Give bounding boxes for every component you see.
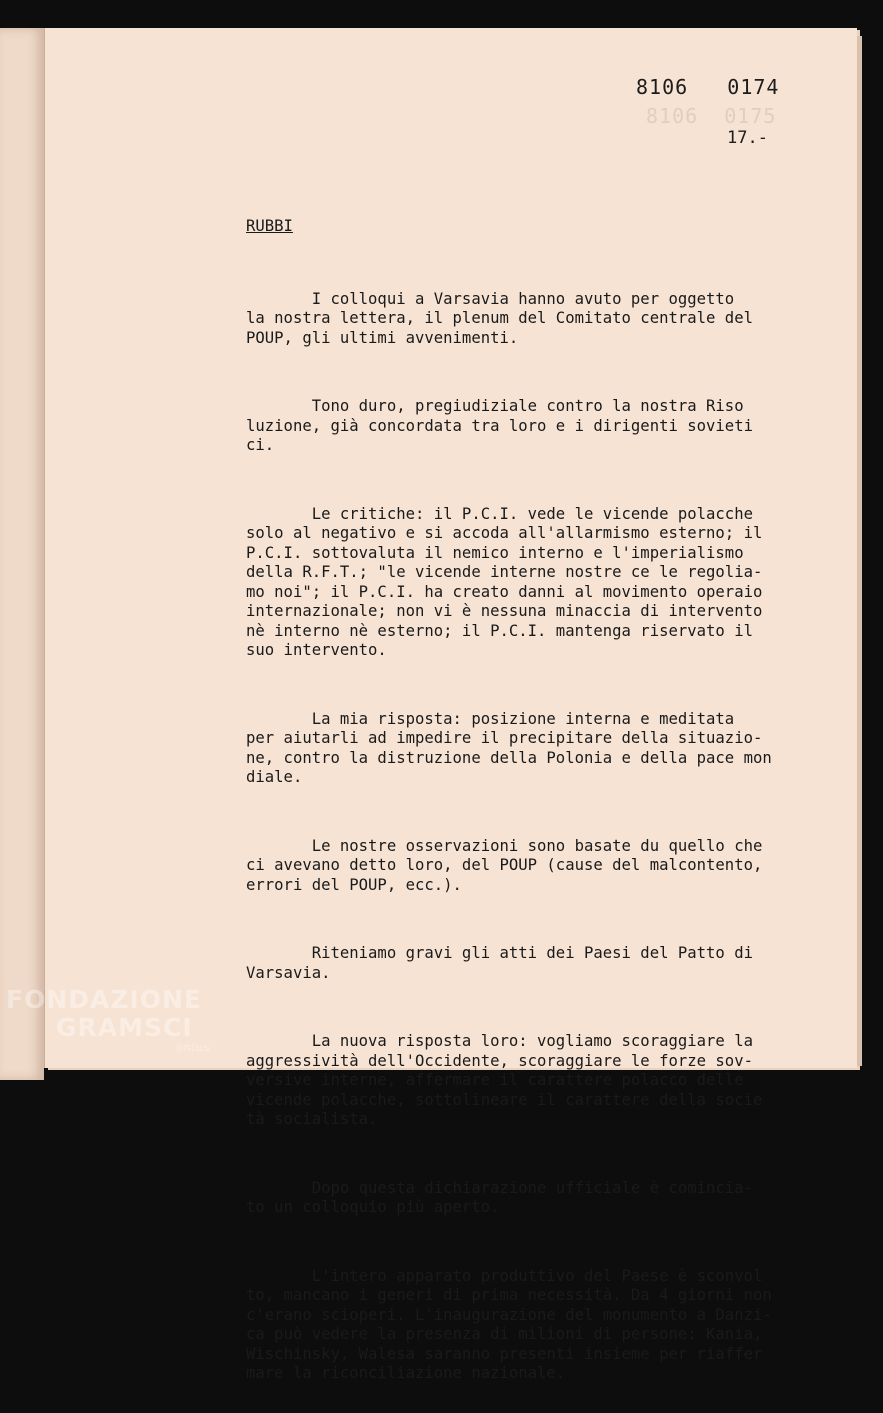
paragraph: Le nostre osservazioni sono basate du quello che ci avevano detto loro, del POUP (cause del malcontento, errori del POUP, ecc.). <box>246 836 763 894</box>
left-page-edge <box>0 28 44 1080</box>
archive-code: 8106 0174 <box>636 75 780 99</box>
typed-text <box>246 178 806 1413</box>
paragraph: Dopo questa dichiarazione ufficiale è comincia- to un colloquio più aperto. <box>246 1178 753 1216</box>
paragraph: La mia risposta: posizione interna e meditata per aiutarli ad impedire il precipitare della situazio- ne, contro la distruzione della Polonia e della pace mon diale. <box>246 709 772 786</box>
watermark-line-1: FONDAZIONE <box>6 985 203 1014</box>
page-number: 17.- <box>727 128 768 148</box>
paragraph: I colloqui a Varsavia hanno avuto per oggetto la nostra lettera, il plenum del Comitato centrale del POUP, gli ultimi avvenimenti. <box>246 289 753 347</box>
paragraph: La nuova risposta loro: vogliamo scoraggiare la aggressività dell'Occidente, scoraggiare le forze sov- versive interne, affermare il carattere polacco delle vicende polacche, sottolineare il carattere della socie tà socialista. <box>246 1032 763 1128</box>
speaker-heading: RUBBI <box>246 217 293 235</box>
paragraph: L'intero apparato produttivo del Paese è sconvol to, mancano i generi di prima necessità. Da 4 giorni non c'erano scioperi. L'inaugurazione del monumento a Danzi- ca può vedere la presenza di milioni di persone: Kania, Wischinsky, Walesa saranno presenti insieme per riaffer mare la riconciliazione nazionale. <box>246 1266 772 1382</box>
watermark-line-2: GRAMSCI <box>56 1013 193 1042</box>
fondazione-gramsci-watermark <box>6 986 210 1054</box>
paragraph: Le critiche: il P.C.I. vede le vicende polacche solo al negativo e si accoda all'allarmismo esterno; il P.C.I. sottovaluta il nemico interno e l'imperialismo della R.F.T.; "le vicende interne nostre ce le regolia- mo noi"; il P.C.I. ha creato danni al movimento operaio internazionale; non vi è nessuna minaccia di intervento nè interno nè esterno; il P.C.I. mantenga riservato il suo intervento. <box>246 504 763 659</box>
bleed-through-code: 8106 0175 <box>646 104 777 128</box>
paragraph: Tono duro, pregiudiziale contro la nostra Riso luzione, già concordata tra loro e i dirigenti sovieti ci. <box>246 397 753 454</box>
watermark-line-3: onlus <box>176 1041 211 1054</box>
paragraph: Riteniamo gravi gli atti dei Paesi del Patto di Varsavia. <box>246 944 753 982</box>
